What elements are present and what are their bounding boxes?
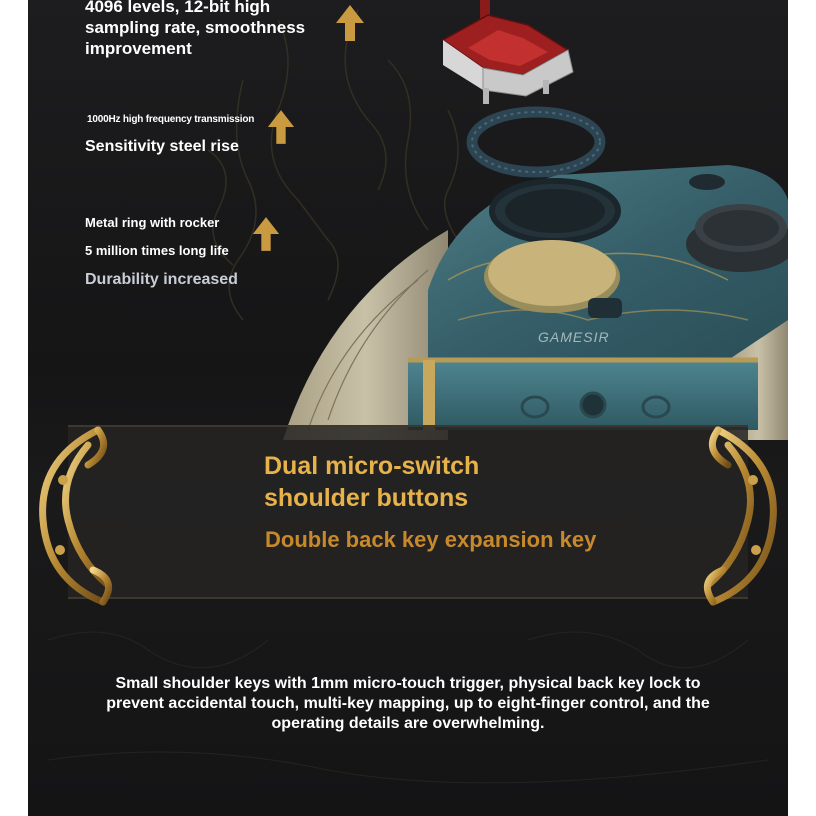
feature-life: 5 million times long life [85, 243, 229, 258]
feature-sensitivity: Sensitivity steel rise [85, 138, 239, 155]
up-arrow-icon [266, 107, 296, 147]
brand-logo: GAMESIR [538, 329, 610, 345]
banner-subheading: Double back key expansion key [265, 527, 597, 552]
up-arrow-icon [251, 213, 281, 255]
feature-sampling: 4096 levels, 12-bit high sampling rate, smoothness improvement [85, 0, 306, 58]
ornate-banner [28, 420, 788, 610]
product-canvas [28, 0, 788, 816]
feature-metal-ring: Metal ring with rocker [85, 215, 220, 230]
description-text: Small shoulder keys with 1mm micro-touch trigger, physical back key lock to prevent accidental touch, multi-key mapping, up to eight-finger control, and the operating details are overwhelming. [106, 675, 710, 732]
up-arrow-icon [334, 3, 366, 43]
banner-heading: Dual micro-switch shoulder buttons [264, 452, 480, 512]
feature-durability: Durability increased [85, 271, 238, 288]
feature-transmission: 1000Hz high frequency transmission [87, 114, 255, 125]
